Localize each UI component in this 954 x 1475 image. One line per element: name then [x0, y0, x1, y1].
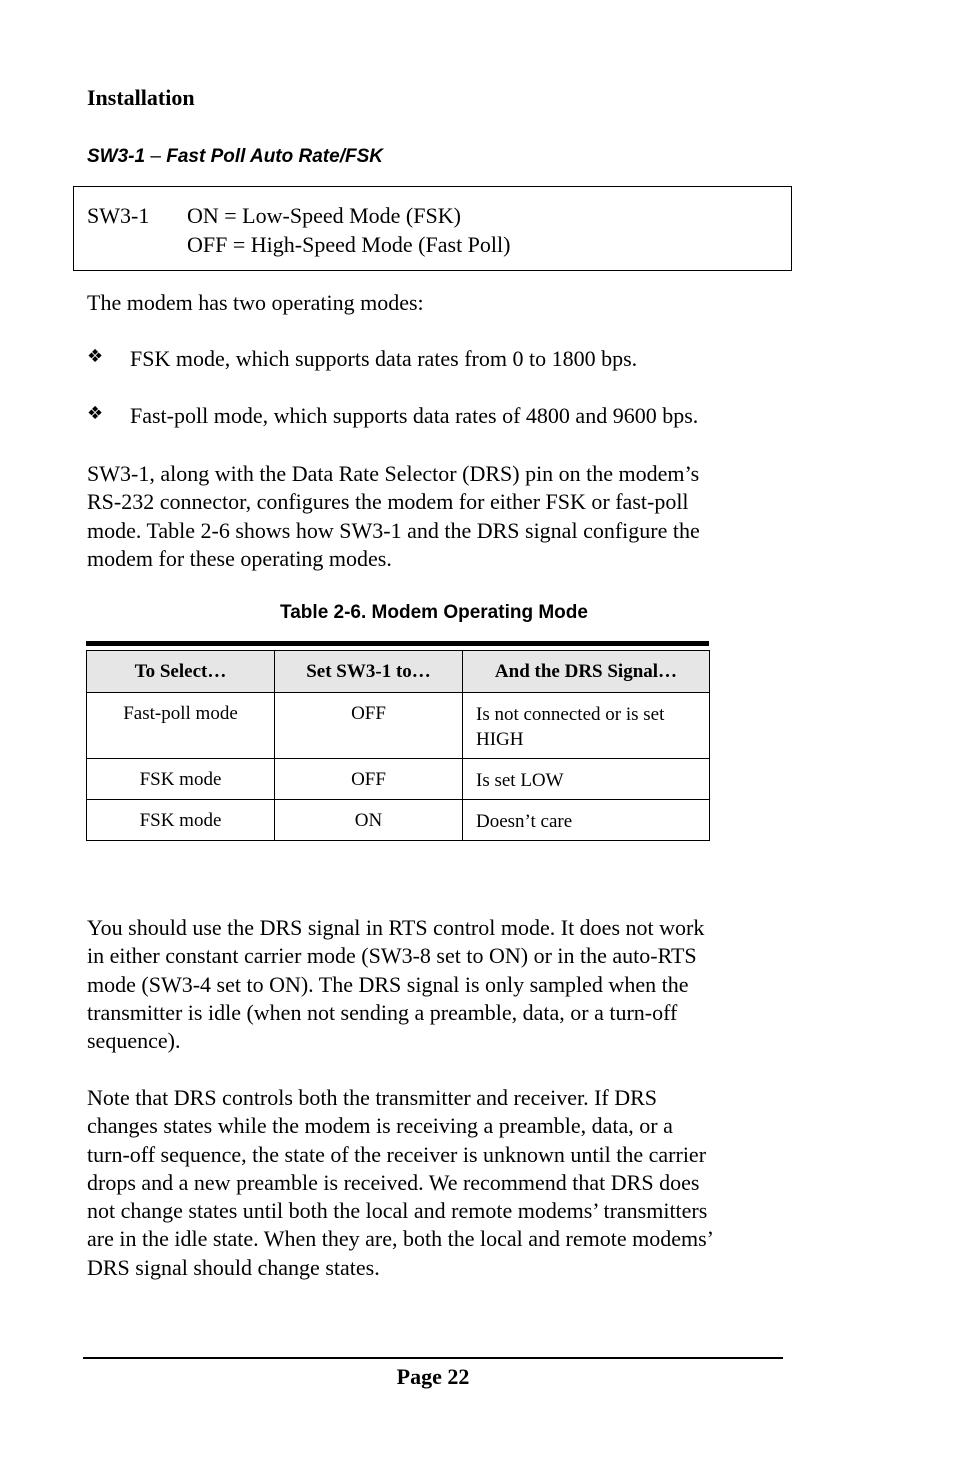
- paragraph-line: turn-off sequence, the state of the receiver is unknown until the carrier: [87, 1141, 707, 1167]
- paragraph-line: mode (SW3-4 set to ON). The DRS signal is only sampled when the: [87, 971, 689, 997]
- table-cell: OFF: [275, 693, 463, 759]
- column-header: Set SW3-1 to…: [275, 651, 463, 693]
- rts-paragraph: [87, 914, 787, 1055]
- paragraph-line: SW3-1, along with the Data Rate Selector (DRS) pin on the modem’s: [87, 461, 700, 486]
- paragraph-line: transmitter is idle (when not sending a preamble, data, or a turn-off: [87, 999, 678, 1025]
- paragraph-line: drops and a new preamble is received. We recommend that DRS does: [87, 1169, 700, 1195]
- paragraph-line: are in the idle state. When they are, both the local and remote modems’: [87, 1226, 714, 1252]
- paragraph-line: changes states while the modem is receiving a preamble, data, or a: [87, 1113, 673, 1139]
- paragraph-line: DRS signal should change states.: [87, 1254, 380, 1280]
- footer-rule: [83, 1357, 783, 1359]
- paragraph-line: modem for these operating modes.: [87, 545, 392, 571]
- subsection-title-text: Fast Poll Auto Rate/FSK: [166, 146, 383, 167]
- bullet-text: FSK mode, which supports data rates from 0 to 1800 bps.: [130, 346, 638, 371]
- paragraph-line: sequence).: [87, 1028, 181, 1054]
- subsection-title: [87, 146, 383, 168]
- table-cell: Fast-poll mode: [87, 693, 275, 759]
- table-header-row: [87, 651, 710, 693]
- table-cell: ON: [275, 800, 463, 841]
- diamond-bullet-icon: ❖: [87, 403, 104, 424]
- diamond-bullet-icon: ❖: [87, 346, 104, 367]
- switch-settings-box: [73, 186, 792, 271]
- page-number: Page 22: [396, 1364, 470, 1389]
- table-row: [87, 800, 710, 841]
- table-cell: Is not connected or is set HIGH: [463, 693, 710, 759]
- table-caption: Table 2-6. Modem Operating Mode: [280, 602, 588, 623]
- table-cell: Is set LOW: [463, 759, 710, 800]
- subsection-dash: –: [150, 146, 161, 167]
- paragraph-line: RS-232 connector, configures the modem for either FSK or fast-poll: [87, 489, 689, 515]
- bullet-text: Fast-poll mode, which supports data rates of 4800 and 9600 bps.: [130, 403, 699, 428]
- table-cell: FSK mode: [87, 800, 275, 841]
- switch-label: SW3-1: [87, 203, 150, 228]
- note-paragraph: [87, 1084, 787, 1282]
- paragraph-line: not change states until both the local and remote modems’ transmitters: [87, 1198, 708, 1224]
- table-top-rule: [86, 641, 709, 646]
- section-title: Installation: [87, 85, 195, 110]
- paragraph-line: in either constant carrier mode (SW3-8 set to ON) or in the auto-RTS: [87, 943, 697, 969]
- paragraph-line: mode. Table 2-6 shows how SW3-1 and the DRS signal configure the: [87, 517, 700, 543]
- switch-off-setting: OFF = High-Speed Mode (Fast Poll): [187, 232, 511, 257]
- table-cell: FSK mode: [87, 759, 275, 800]
- paragraph-line: Note that DRS controls both the transmitter and receiver. If DRS: [87, 1085, 658, 1110]
- table-row: [87, 759, 710, 800]
- paragraph-line: You should use the DRS signal in RTS control mode. It does not work: [87, 915, 705, 940]
- table-cell: OFF: [275, 759, 463, 800]
- table-cell: Doesn’t care: [463, 800, 710, 841]
- switch-on-setting: ON = Low-Speed Mode (FSK): [187, 203, 461, 228]
- subsection-switch-name: SW3-1: [87, 146, 146, 167]
- operating-mode-table: [86, 650, 710, 841]
- column-header: To Select…: [87, 651, 275, 693]
- table-row: [87, 693, 710, 759]
- config-paragraph: [87, 460, 787, 573]
- intro-text: The modem has two operating modes:: [87, 290, 424, 315]
- column-header: And the DRS Signal…: [463, 651, 710, 693]
